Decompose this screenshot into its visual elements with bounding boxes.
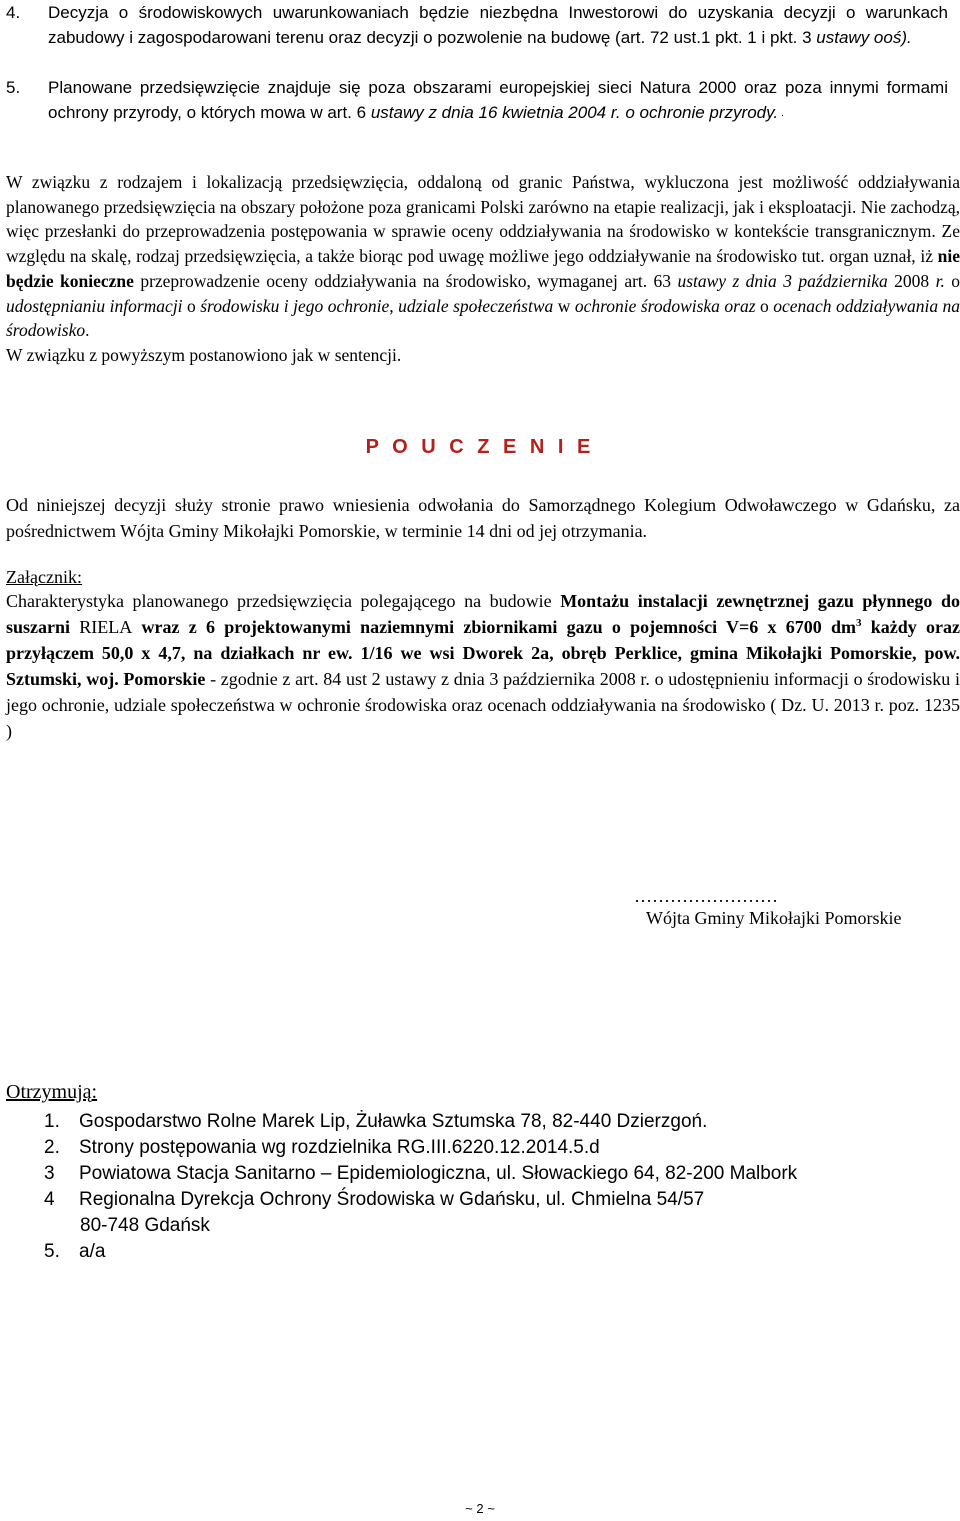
justification-text: . bbox=[85, 320, 90, 341]
recipient-text: a/a bbox=[79, 1241, 106, 1262]
justification-text: W związku z rodzajem i lokalizacją przedsięwzięcia, oddaloną od granic Państwa, wykluczona jest możliwość oddziaływania planowanego przedsięwzięcia na obszary położone poza granicami Polski zarówno na etapie realizacji, jak i eksploatacji. Nie zachodzą, więc przesłanki do przeprowadzenia postępowania w sprawie oceny oddziaływania na środowisko w kontekście transgranicznym. Ze względu na skalę, rodzaj przedsięwzięcia, a także biorąc pod uwagę możliwe jego oddziaływanie na środowisko tut. organ uznał, iż bbox=[6, 172, 960, 267]
item-text-plain: Decyzja o środowiskowych uwarunkowaniach będzie niezbędna Inwestorowi do uzyskania decyzji o warunkach zabudowy i zagospodarowani terenu oraz decyzji o pozwolenie na budowę (art. 72 ust.1 pkt. 1 i pkt. 3 bbox=[48, 3, 948, 47]
justification-italic: udostępnianiu informacji bbox=[6, 295, 183, 316]
justification-bold: nie będzie konieczne bbox=[6, 246, 960, 291]
justification-closing: W związku z powyższym postanowiono jak w sentencji. bbox=[6, 344, 402, 365]
recipient-number: 5. bbox=[44, 1241, 60, 1262]
item-text-plain: Planowane przedsięwzięcie znajduje się poza obszarami europejskiej sieci Natura 2000 oraz poza innymi formami ochrony przyrody, o których mowa w art. 6 bbox=[48, 78, 948, 122]
item-number: 5. bbox=[6, 78, 21, 97]
recipient-number: 3 bbox=[44, 1163, 55, 1184]
recipient-number: 1. bbox=[44, 1111, 60, 1132]
justification-italic: r. bbox=[935, 270, 945, 291]
justification-italic: ocenach oddziaływania na środowisko bbox=[6, 295, 960, 341]
recipient-text: Regionalna Dyrekcja Ochrony Środowiska w Gdańsku, ul. Chmielna 54/57 bbox=[79, 1189, 705, 1210]
attachment-plain: Charakterystyka planowanego przedsięwzięcia polegającego na budowie bbox=[6, 591, 561, 611]
signer-name: Wójta Gminy Mikołajki Pomorskie bbox=[646, 908, 902, 928]
justification-italic: ustawy z dnia 3 października bbox=[677, 270, 888, 291]
attachment-bold: wraz z 6 projektowanymi naziemnymi zbiornikami gazu o pojemności V=6 x 6700 dm bbox=[132, 617, 857, 637]
justification-text: o bbox=[182, 295, 201, 316]
item-text-italic: ustawy ooś). bbox=[816, 28, 912, 47]
recipient-text: Powiatowa Stacja Sanitarno – Epidemiologiczna, ul. Słowackiego 64, 82-200 Malbork bbox=[79, 1163, 798, 1184]
signature-line: …………………… bbox=[634, 886, 778, 906]
justification-text: przeprowadzenie oceny oddziaływania na środowisko, wymaganej art. 63 bbox=[133, 270, 678, 291]
attachment-superscript: 3 bbox=[856, 617, 862, 629]
justification-italic: ochronie środowiska oraz bbox=[574, 295, 756, 316]
justification-italic: środowisku i jego ochronie, udziale społeczeństwa bbox=[200, 295, 554, 316]
item-text-italic: ustawy z dnia 16 kwietnia 2004 r. o ochronie przyrody. bbox=[370, 103, 779, 122]
attachment-bold: Montażu instalacji zewnętrznej gazu płynnego do suszarni bbox=[6, 591, 960, 637]
item-number: 4. bbox=[6, 3, 21, 22]
item-text bbox=[48, 0, 948, 50]
recipient-number: 4 bbox=[44, 1189, 55, 1210]
attachment-plain: RIELA bbox=[79, 617, 133, 637]
page-number: ~ 2 ~ bbox=[465, 1501, 495, 1516]
item-text bbox=[48, 75, 948, 128]
list-item-4 bbox=[6, 0, 948, 50]
justification-text: w bbox=[553, 295, 575, 316]
recipient-number: 2. bbox=[44, 1137, 60, 1158]
attachment-text bbox=[6, 588, 960, 744]
list-item-5 bbox=[6, 75, 948, 128]
recipient-text-continued: 80-748 Gdańsk bbox=[80, 1215, 210, 1236]
justification-text: o bbox=[944, 270, 960, 291]
recipient-text: Gospodarstwo Rolne Marek Lip, Żuławka Sztumska 78, 82-440 Dzierzgoń. bbox=[79, 1111, 708, 1132]
recipients-label: Otrzymują: bbox=[6, 1081, 98, 1103]
recipient-text: Strony postępowania wg rozdzielnika RG.III.6220.12.2014.5.d bbox=[79, 1137, 600, 1158]
item-text-suffix: · bbox=[778, 110, 785, 121]
attachment-label: Załącznik: bbox=[6, 567, 82, 587]
justification-text: o bbox=[755, 295, 774, 316]
instruction-title: P O U C Z E N I E bbox=[365, 436, 595, 458]
attachment-bold: każdy oraz przyłączem 50,0 x 4,7, na działkach nr ew. 1/16 we wsi Dworek 2a, obręb Perklice, gmina Mikołajki Pomorskie, pow. Sztumski, woj. Pomorskie bbox=[6, 617, 960, 689]
attachment-plain: - zgodnie z art. 84 ust 2 ustawy z dnia 3 października 2008 r. o udostępnieniu informacji o środowisku i jego ochronie, udziale społeczeństwa w ochronie środowiska oraz ocenach oddziaływania na środowisko ( Dz. U. 2013 r. poz. 1235 ) bbox=[6, 669, 960, 741]
justification-text: 2008 bbox=[887, 270, 936, 291]
justification-paragraph bbox=[6, 170, 960, 368]
instruction-text: Od niniejszej decyzji służy stronie prawo wniesienia odwołania do Samorządnego Kolegium Odwoławczego w Gdańsku, za pośrednictwem Wójta Gminy Mikołajki Pomorskie, w terminie 14 dni od jej otrzymania. bbox=[6, 495, 960, 541]
